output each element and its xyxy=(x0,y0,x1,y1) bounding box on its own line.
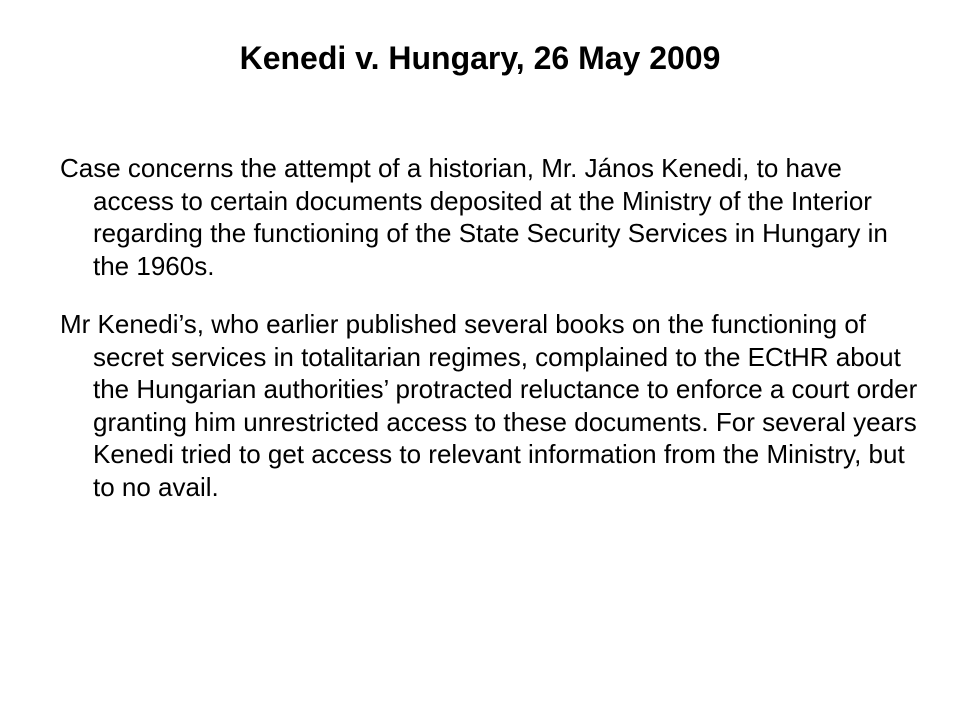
slide-title: Kenedi v. Hungary, 26 May 2009 xyxy=(239,40,721,76)
paragraph-complaint: Mr Kenedi’s, who earlier published several books on the functioning of secret services in totalitarian regimes, complained to the ECtHR about the Hungarian authorities’ protracted reluctance to enforce a court order granting him unrestricted access to these documents. For several years Kenedi tried to get access to relevant information from the Ministry, but to no avail. xyxy=(60,309,918,502)
paragraph-case-summary: Case concerns the attempt of a historian, Mr. János Kenedi, to have access to certain documents deposited at the Ministry of the Interior regarding the functioning of the State Security Services in Hungary in the 1960s. xyxy=(60,153,888,281)
slide-body xyxy=(60,152,930,529)
